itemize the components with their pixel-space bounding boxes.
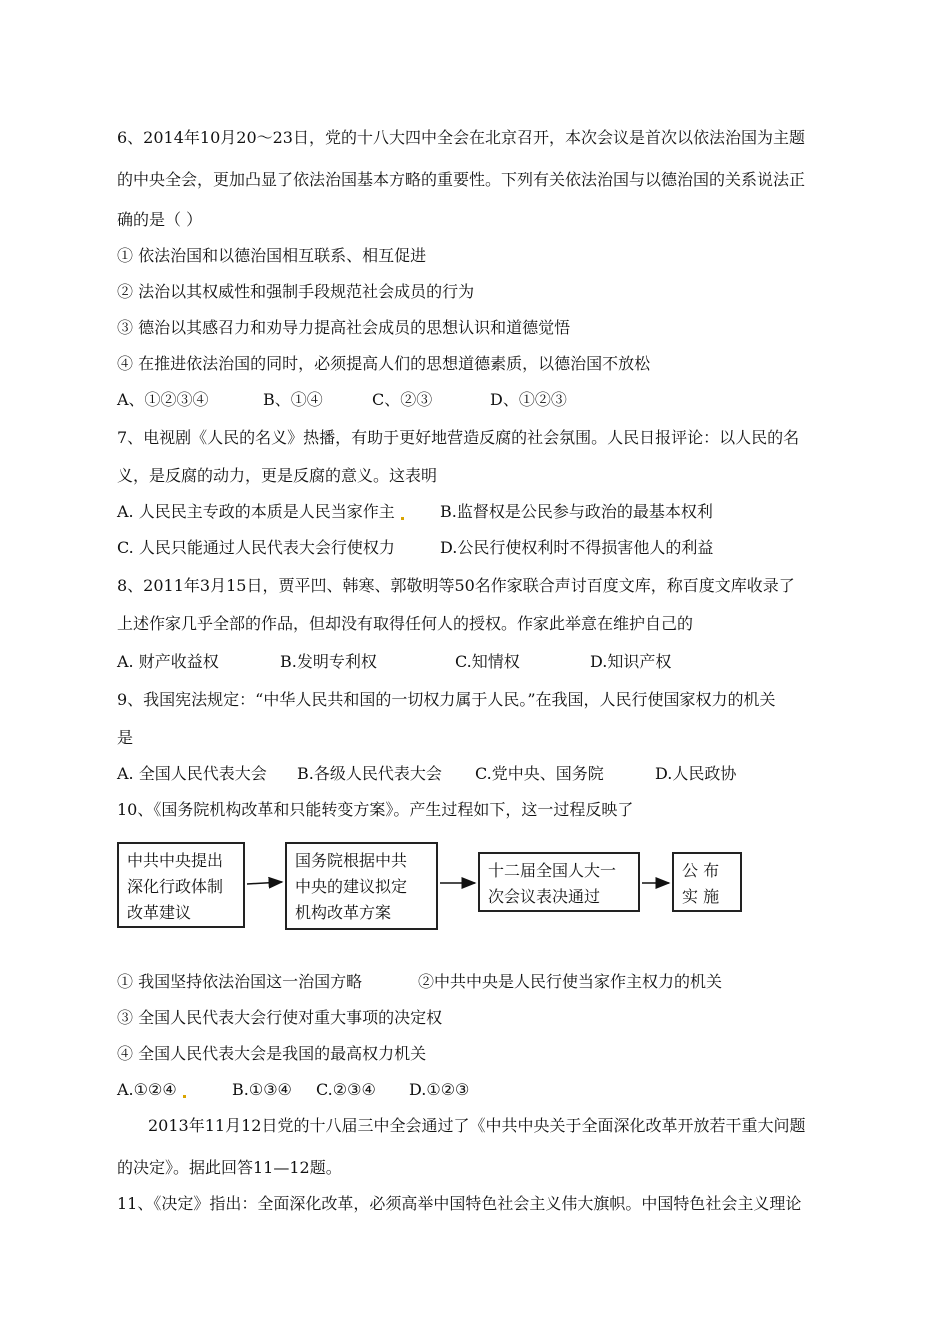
q7-option-c: C. 人民只能通过人民代表大会行使权力 [117, 538, 395, 557]
q9-stem-line1: 9、我国宪法规定：“中华人民共和国的一切权力属于人民。”在我国，人民行使国家权力的机关 [117, 690, 776, 709]
q8-stem-line1: 8、2011年3月15日，贾平凹、韩寒、郭敬明等50名作家联合声讨百度文库，称百度文库收录了 [117, 576, 795, 595]
q9-option-b: B.各级人民代表大会 [297, 764, 442, 783]
q10-option-b: B.①③④ [232, 1080, 292, 1099]
q10-stem-line1: 10、《国务院机构改革和只能转变方案》。产生过程如下，这一过程反映了 [117, 800, 634, 819]
flow-box-publish: 公 布 实 施 [672, 852, 742, 912]
q6-option-d: D、①②③ [490, 390, 567, 409]
q6-option-b: B、①④ [263, 390, 323, 409]
q7-stem-line1: 7、电视剧《人民的名义》热播，有助于更好地营造反腐的社会氛围。人民日报评论：以人民的名 [117, 428, 800, 447]
intro-line1: 2013年11月12日党的十八届三中全会通过了《中共中央关于全面深化改革开放若干重大问题 [148, 1116, 806, 1135]
q6-statement-1: ① 依法治国和以德治国相互联系、相互促进 [117, 246, 427, 265]
flow-box-proposal: 中共中央提出 深化行政体制 改革建议 [117, 842, 245, 928]
q10-statement-4: ④ 全国人民代表大会是我国的最高权力机关 [117, 1044, 427, 1063]
q10-option-a-text: A.①②④ [117, 1080, 177, 1099]
q8-option-c: C.知情权 [455, 652, 520, 671]
q10-option-a [117, 1080, 192, 1100]
q6-option-a: A、①②③④ [117, 390, 209, 409]
q7-option-b: B.监督权是公民参与政治的最基本权利 [440, 502, 713, 521]
q11-stem-line1: 11、《决定》指出：全面深化改革，必须高举中国特色社会主义伟大旗帜。中国特色社会主义理论 [117, 1194, 802, 1213]
flow-box-draft: 国务院根据中共 中央的建议拟定 机构改革方案 [285, 842, 438, 930]
q9-stem-line2: 是 [117, 728, 134, 747]
q10-statement-1: ① 我国坚持依法治国这一治国方略 [117, 972, 363, 991]
q9-option-c: C.党中央、国务院 [475, 764, 604, 783]
q9-option-a: A. 全国人民代表大会 [117, 764, 267, 783]
q6-option-c: C、②③ [372, 390, 433, 409]
q8-option-d: D.知识产权 [590, 652, 672, 671]
q8-stem-line2: 上述作家几乎全部的作品，但却没有取得任何人的授权。作家此举意在维护自己的 [117, 614, 694, 633]
q6-stem-line3: 确的是（ ） [117, 210, 203, 229]
mark-dot [183, 1095, 186, 1098]
flow-box-vote: 十二届全国人大一 次会议表决通过 [478, 852, 640, 912]
q6-statement-2: ② 法治以其权威性和强制手段规范社会成员的行为 [117, 282, 475, 301]
q8-option-b: B.发明专利权 [280, 652, 377, 671]
q6-stem-line2: 的中央全会，更加凸显了依法治国基本方略的重要性。下列有关依法治国与以德治国的关系说法正 [117, 170, 806, 189]
q6-statement-3: ③ 德治以其感召力和劝导力提高社会成员的思想认识和道德觉悟 [117, 318, 571, 337]
q10-statement-2: ②中共中央是人民行使当家作主权力的机关 [418, 972, 723, 991]
q6-statement-4: ④ 在推进依法治国的同时，必须提高人们的思想道德素质，以德治国不放松 [117, 354, 651, 373]
q7-option-a-text: A. 人民民主专政的本质是人民当家作主 [117, 502, 395, 521]
q10-option-c: C.②③④ [316, 1080, 376, 1099]
q10-statement-3: ③ 全国人民代表大会行使对重大事项的决定权 [117, 1008, 443, 1027]
q7-stem-line2: 义，是反腐的动力，更是反腐的意义。这表明 [117, 466, 438, 485]
q7-option-d: D.公民行使权利时不得损害他人的利益 [440, 538, 714, 557]
q9-option-d: D.人民政协 [655, 764, 737, 783]
q8-option-a: A. 财产收益权 [117, 652, 219, 671]
arrow-1 [247, 882, 282, 884]
q6-stem-line1: 6、2014年10月20～23日，党的十八大四中全会在北京召开，本次会议是首次以依法治国为主题 [117, 128, 805, 147]
q10-option-d: D.①②③ [409, 1080, 470, 1099]
intro-line2: 的决定》。据此回答11—12题。 [117, 1158, 342, 1177]
